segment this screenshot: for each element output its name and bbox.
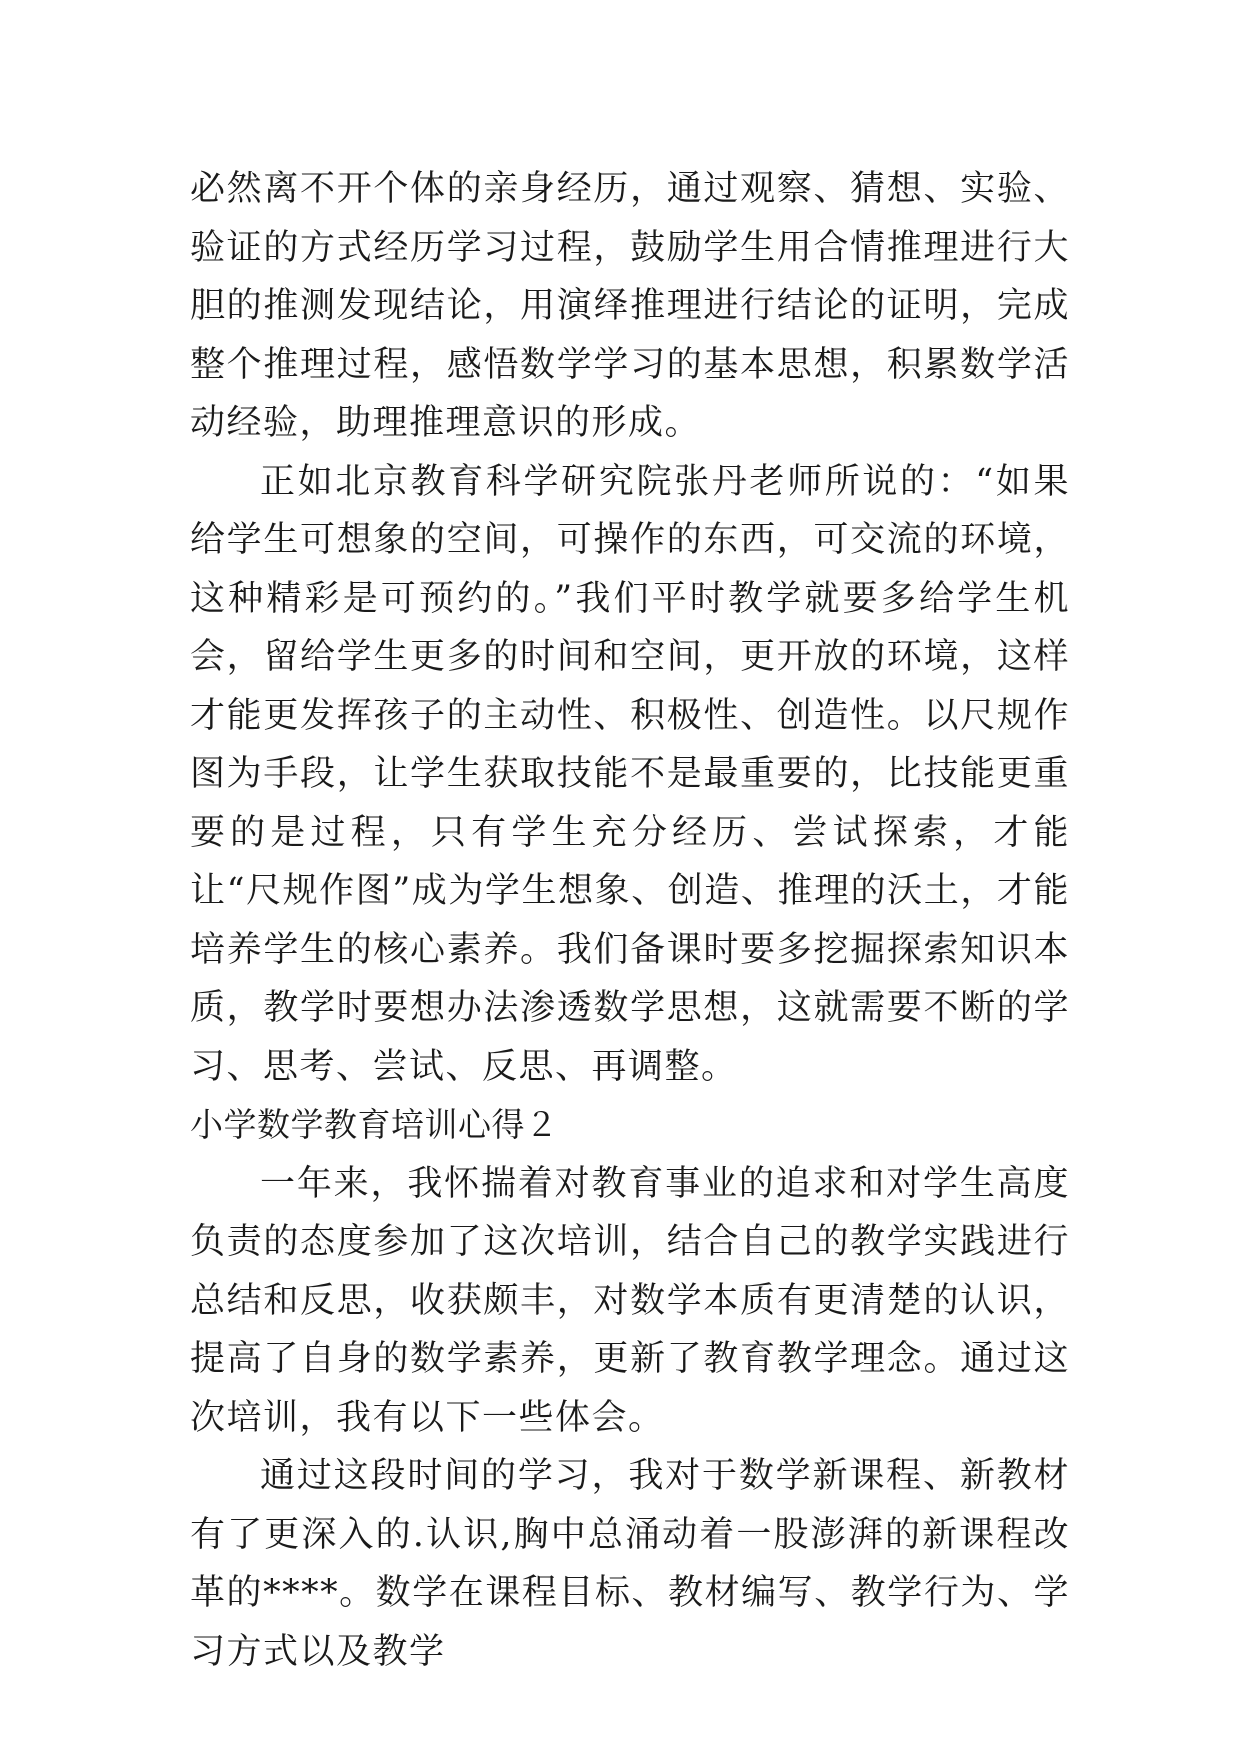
paragraph-intro: 一年来，我怀揣着对教育事业的追求和对学生高度负责的态度参加了这次培训，结合自己的教学实践进行总结和反思，收获颇丰，对数学本质有更清楚的认识，提高了自身的数学素养，更新了教育教学理念。通过这次培训，我有以下一些体会。 [190, 1163, 1070, 1438]
paragraph-study: 通过这段时间的学习，我对于数学新课程、新教材有了更深入的.认识,胸中总涌动着一股澎湃的新课程改革的****。数学在课程目标、教材编写、教学行为、学习方式以及教学 [190, 1456, 1070, 1672]
document-body [190, 160, 1070, 1681]
paragraph-continuation: 必然离不开个体的亲身经历，通过观察、猜想、实验、验证的方式经历学习过程，鼓励学生用合情推理进行大胆的推测发现结论，用演绎推理进行结论的证明，完成整个推理过程，感悟数学学习的基本思想，积累数学活动经验，助理推理意识的形成。 [190, 169, 1070, 443]
paragraph-quote: 正如北京教育科学研究院张丹老师所说的：“如果给学生可想象的空间，可操作的东西，可交流的环境，这种精彩是可预约的。”我们平时教学就要多给学生机会，留给学生更多的时间和空间，更开放的环境，这样才能更发挥孩子的主动性、积极性、创造性。以尺规作图为手段，让学生获取技能不是最重要的，比技能更重要的是过程，只有学生充分经历、尝试探索，才能让“尺规作图”成为学生想象、创造、推理的沃土，才能培养学生的核心素养。我们备课时要多挖掘探索知识本质，教学时要想办法渗透数学思想，这就需要不断的学习、思考、尝试、反思、再调整。 [190, 461, 1070, 1087]
section-title: 小学数学教育培训心得２ [190, 1105, 559, 1144]
